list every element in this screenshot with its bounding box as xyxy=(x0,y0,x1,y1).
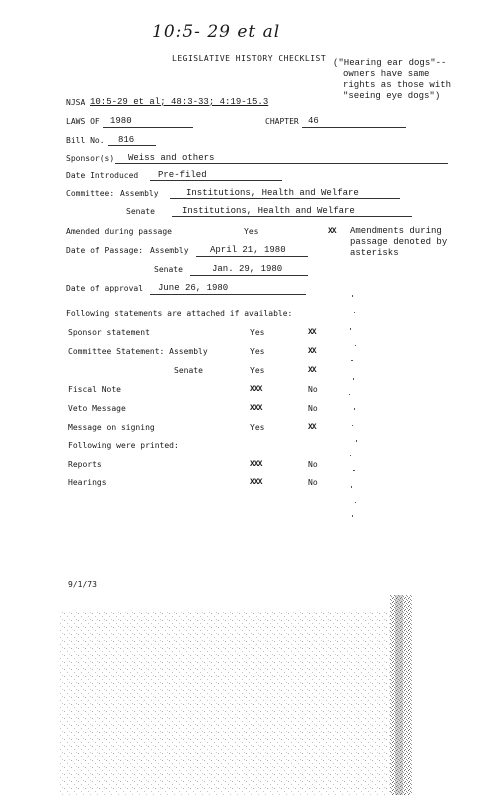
note-line: "seeing eye dogs") xyxy=(343,91,441,101)
form-date: 9/1/73 xyxy=(68,580,97,589)
date-introduced-value: Pre-filed xyxy=(158,170,207,180)
date-introduced-line xyxy=(150,180,282,181)
note-line: rights as those with xyxy=(343,80,452,90)
handwritten-reference: 10:5- 29 et al xyxy=(152,22,281,42)
laws-of-value: 1980 xyxy=(110,116,132,126)
statement-no: No xyxy=(308,404,318,413)
printed-label: Reports xyxy=(68,460,102,469)
committee-assembly-line xyxy=(170,198,400,199)
printed-no: No xyxy=(308,478,318,487)
passage-senate-value: Jan. 29, 1980 xyxy=(212,264,283,274)
passage-senate-label: Senate xyxy=(154,265,183,274)
sponsors-value: Weiss and others xyxy=(128,153,215,163)
chapter-value: 46 xyxy=(308,116,319,126)
passage-assembly-value: April 21, 1980 xyxy=(210,245,286,255)
statement-yes: Yes xyxy=(250,423,265,432)
printed-no: No xyxy=(308,460,318,469)
sponsors-label: Sponsor(s) xyxy=(66,154,115,163)
statement-no: XX xyxy=(308,347,316,356)
amendments-note-line: passage denoted by xyxy=(350,237,448,247)
following-attached-heading: Following statements are attached if available: xyxy=(66,309,293,318)
statement-yes: Yes xyxy=(250,366,265,375)
date-introduced-label: Date Introduced xyxy=(66,171,139,180)
amended-label: Amended during passage xyxy=(66,227,172,236)
passage-label: Date of Passage: xyxy=(66,246,144,255)
laws-of-line xyxy=(103,127,193,128)
amendments-note-line: asterisks xyxy=(350,248,399,258)
sponsors-line xyxy=(115,163,448,164)
printed-label: Hearings xyxy=(68,478,107,487)
approval-line xyxy=(150,294,306,295)
approval-value: June 26, 1980 xyxy=(158,283,229,293)
committee-senate-value: Institutions, Health and Welfare xyxy=(182,206,355,216)
bill-no-label: Bill No. xyxy=(66,136,105,145)
statement-label: Senate xyxy=(174,366,203,375)
laws-of-label: LAWS OF xyxy=(66,117,100,126)
passage-assembly-label: Assembly xyxy=(150,246,189,255)
amended-yes: Yes xyxy=(244,227,259,236)
subject-note xyxy=(333,58,451,102)
committee-label: Committee: xyxy=(66,189,115,198)
committee-senate-label: Senate xyxy=(126,207,155,216)
statement-label: Sponsor statement xyxy=(68,328,150,337)
statement-no: XX xyxy=(308,366,316,375)
chapter-label: CHAPTER xyxy=(265,117,299,126)
scan-speckle-trail xyxy=(340,290,380,520)
statement-label: Fiscal Note xyxy=(68,385,121,394)
statement-yes: Yes xyxy=(250,328,265,337)
statement-label: Message on signing xyxy=(68,423,155,432)
printed-yes: XXX xyxy=(250,478,262,487)
amendments-note-line: Amendments during xyxy=(350,226,442,236)
note-line: ("Hearing ear dogs"-- xyxy=(333,58,447,68)
amendments-note xyxy=(350,226,447,259)
committee-assembly-label: Assembly xyxy=(120,189,159,198)
njsa-value: 10:5-29 et al; 48:3-33; 4:19-15.3 xyxy=(90,97,269,107)
njsa-label: NJSA xyxy=(66,98,86,107)
committee-senate-line xyxy=(172,216,412,217)
passage-assembly-line xyxy=(196,256,308,257)
statement-no: No xyxy=(308,385,318,394)
statement-yes: XXX xyxy=(250,385,262,394)
committee-assembly-value: Institutions, Health and Welfare xyxy=(186,188,359,198)
following-printed-heading: Following were printed: xyxy=(68,441,179,450)
bill-no-line xyxy=(108,145,156,146)
approval-label: Date of approval xyxy=(66,284,144,293)
chapter-line xyxy=(302,127,406,128)
statement-yes: XXX xyxy=(250,404,262,413)
passage-senate-line xyxy=(190,275,308,276)
statement-label: Committee Statement: Assembly xyxy=(68,347,208,356)
statement-yes: Yes xyxy=(250,347,265,356)
note-line: owners have same xyxy=(343,69,430,79)
statement-no: XX xyxy=(308,328,316,337)
statement-label: Veto Message xyxy=(68,404,126,413)
printed-yes: XXX xyxy=(250,460,262,469)
scan-noise-band xyxy=(0,590,492,800)
amended-no: XX xyxy=(328,227,336,236)
bill-no-value: 816 xyxy=(118,135,135,145)
statement-no: XX xyxy=(308,423,316,432)
page-title: LEGISLATIVE HISTORY CHECKLIST xyxy=(172,54,327,63)
